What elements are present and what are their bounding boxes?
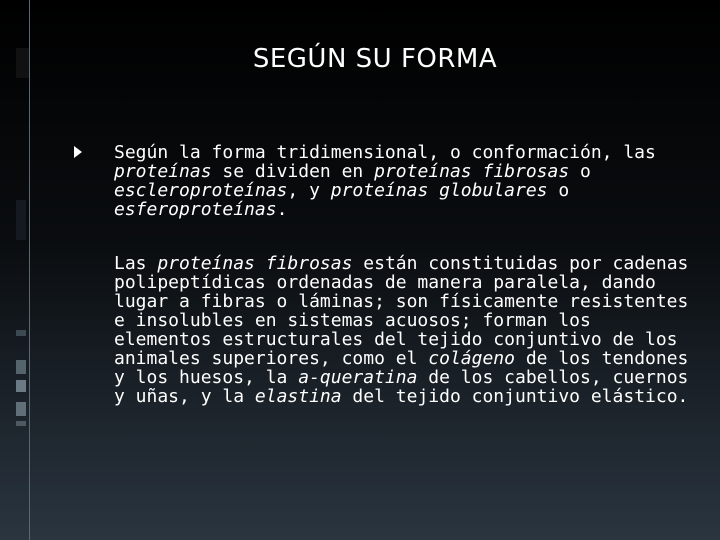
bullet-text (88, 143, 678, 219)
italic-term: proteínas (114, 161, 212, 182)
decorative-block (16, 200, 26, 240)
italic-term: colágeno (428, 348, 515, 369)
text-run: o (569, 161, 591, 182)
text-run: o (547, 180, 570, 201)
left-border-line (29, 0, 30, 540)
decorative-block (16, 380, 26, 392)
text-run: Las (114, 253, 158, 274)
italic-term: proteínas globulares (330, 180, 548, 201)
decorative-block (16, 360, 26, 374)
decorative-block (16, 421, 26, 426)
text-run: , y (287, 180, 331, 201)
text-run: del tejido conjuntivo elástico. (341, 386, 689, 407)
italic-term: esferoproteínas (114, 199, 277, 220)
text-run: están constituidas por cadenas polipeptídicas ordenadas de manera paralela, dando lugar a fibras o láminas; son físicamente resistentes e insolubles en sistemas acuosos; forman los elementos estructurales del tejido conjuntivo de los animales superiores, como el (114, 253, 689, 369)
italic-term: proteínas fibrosas (157, 253, 353, 274)
decorative-block (16, 48, 29, 78)
body-paragraph (114, 254, 694, 406)
bullet-point (88, 143, 678, 219)
slide-title: SEGÚN SU FORMA (252, 44, 498, 74)
italic-term: elastina (254, 386, 342, 407)
italic-term: proteínas fibrosas (374, 161, 570, 182)
italic-term: escleroproteínas (114, 180, 288, 201)
text-run: se dividen en (211, 161, 375, 182)
text-run: de los tendones y los huesos, la (114, 348, 689, 388)
decorative-block (16, 402, 26, 416)
bullet-arrow-icon (74, 146, 82, 158)
text-run: Según la forma tridimensional, o conformación, las (114, 142, 656, 163)
italic-term: a-queratina (298, 367, 418, 388)
text-run: de los cabellos, cuernos y uñas, y la (114, 367, 689, 407)
text-run: . (276, 199, 288, 220)
decorative-block (16, 330, 26, 336)
